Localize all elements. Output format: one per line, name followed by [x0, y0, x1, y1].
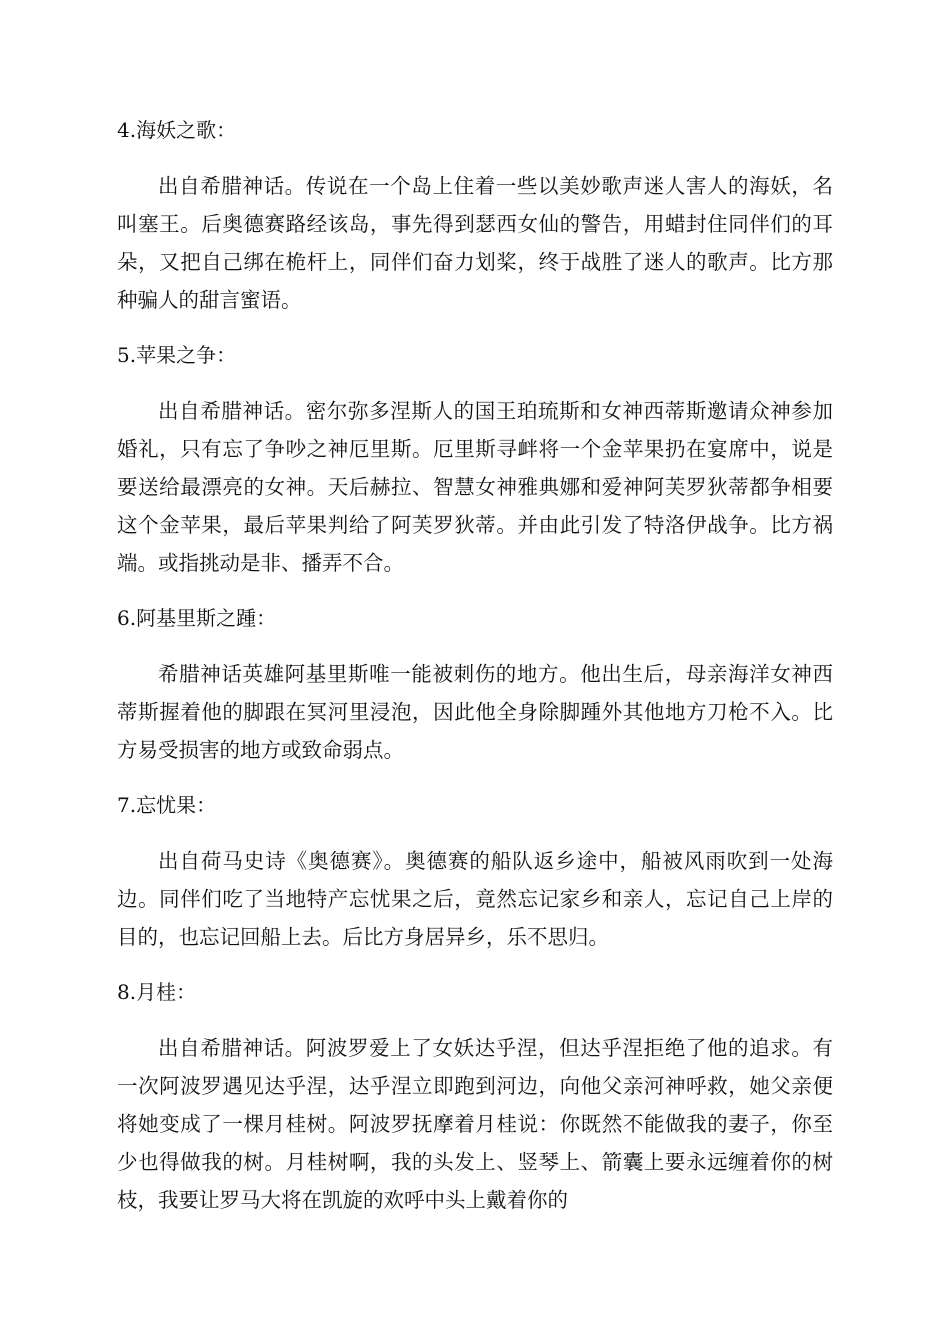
- section-heading: 4.海妖之歌：: [117, 118, 237, 142]
- section-apple-of-discord: [117, 337, 833, 582]
- section-lotus-fruit: [117, 787, 833, 956]
- section-paragraph: 出自希腊神话。阿波罗爱上了女妖达乎涅，但达乎涅拒绝了他的追求。有一次阿波罗遇见达乎涅，达乎涅立即跑到河边，向他父亲河神呼救，她父亲便将她变成了一棵月桂树。阿波罗抚摩着月桂说：你既然不能做我的妻子，你至少也得做我的树。月桂树啊，我的头发上、竖琴上、箭囊上要永远缠着你的树枝，我要让罗马大将在凯旋的欢呼中头上戴着你的: [117, 1036, 833, 1212]
- section-paragraph: 出自希腊神话。传说在一个岛上住着一些以美妙歌声迷人害人的海妖，名叫塞王。后奥德赛路经该岛，事先得到瑟西女仙的警告，用蜡封住同伴们的耳朵，又把自己绑在桅杆上，同伴们奋力划桨，终于战胜了迷人的歌声。比方那种骗人的甜言蜜语。: [117, 174, 833, 312]
- section-paragraph: 出自荷马史诗《奥德赛》。奥德赛的船队返乡途中，船被风雨吹到一处海边。同伴们吃了当地特产忘忧果之后，竟然忘记家乡和亲人，忘记自己上岸的目的，也忘记回船上去。后比方身居异乡，乐不思归。: [117, 849, 833, 949]
- section-paragraph: 出自希腊神话。密尔弥多涅斯人的国王珀琉斯和女神西蒂斯邀请众神参加婚礼，只有忘了争吵之神厄里斯。厄里斯寻衅将一个金苹果扔在宴席中，说是要送给最漂亮的女神。天后赫拉、智慧女神雅典娜和爱神阿芙罗狄蒂都争相要这个金苹果，最后苹果判给了阿芙罗狄蒂。并由此引发了特洛伊战争。比方祸端。或指挑动是非、播弄不合。: [117, 399, 833, 575]
- section-laurel: [117, 974, 833, 1219]
- section-heading: 6.阿基里斯之踵：: [117, 606, 277, 630]
- section-sirens-song: [117, 112, 833, 319]
- section-heading: 5.苹果之争：: [117, 343, 237, 367]
- section-heading: 8.月桂：: [117, 980, 197, 1004]
- section-achilles-heel: [117, 600, 833, 769]
- section-paragraph: 希腊神话英雄阿基里斯唯一能被刺伤的地方。他出生后，母亲海洋女神西蒂斯握着他的脚跟在冥河里浸泡，因此他全身除脚踵外其他地方刀枪不入。比方易受损害的地方或致命弱点。: [117, 662, 833, 762]
- document-page: [117, 112, 833, 1237]
- section-heading: 7.忘忧果：: [117, 793, 217, 817]
